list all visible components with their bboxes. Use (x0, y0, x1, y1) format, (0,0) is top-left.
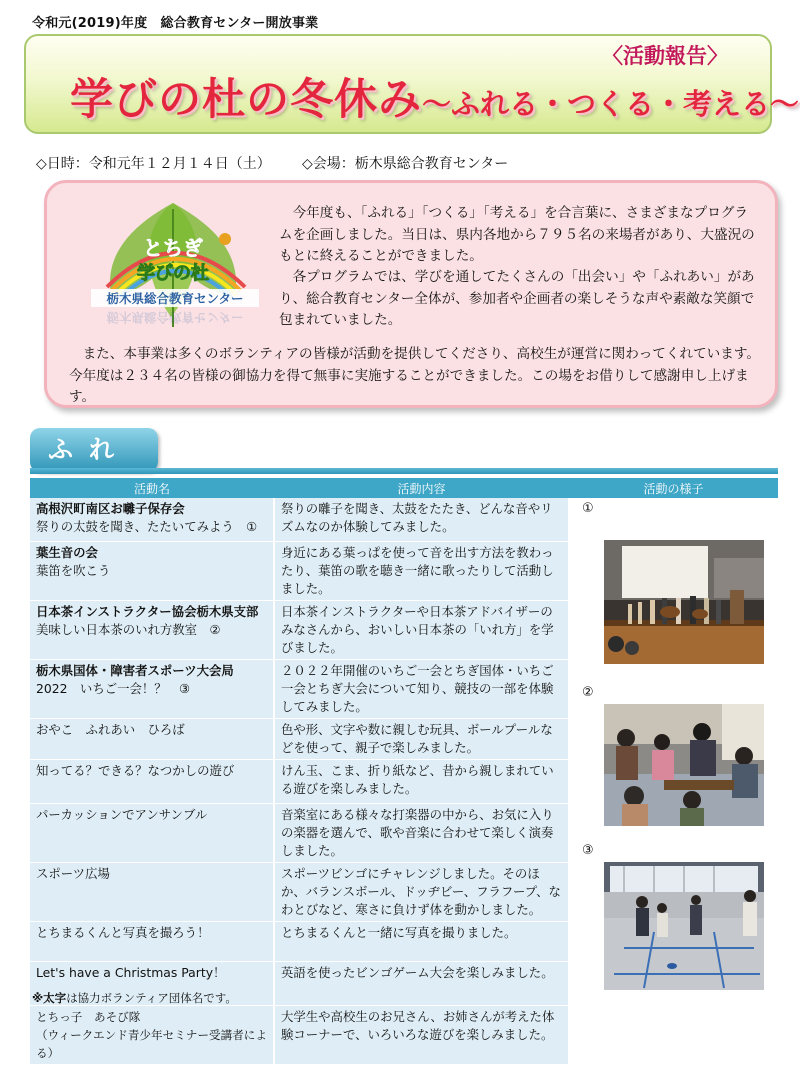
footnote-text: は協力ボランティア団体名です。 (66, 991, 237, 1005)
activity-name: おやこ ふれあい ひろば (30, 718, 274, 759)
activity-name: 葉笛を吹こう (36, 562, 111, 578)
activity-name: とちっ子 あそび隊 （ウィークエンド青少年セミナー受講者による） (30, 1005, 274, 1064)
activity-content: けん玉、こま、折り紙など、昔から親しまれている遊びを楽しみました。 (274, 759, 569, 803)
header-activity-name: 活動名 (30, 478, 274, 498)
activity-content: 音楽室にある様々な打楽器の中から、お気に入りの楽器を選んで、歌や音楽に合わせて楽しく演奏しました。 (274, 803, 569, 862)
photo-japanese-tea (604, 704, 764, 826)
section-tab-fureru: ふれ (30, 428, 158, 472)
activity-name: 美味しい日本茶のいれ方教室 ② (36, 621, 221, 637)
intro-paragraph-2: 各プログラムでは、学びを通してたくさんの「出会い」や「ふれあい」があり、総合教育センター全体が、参加者や企画者の楽しそうな声や素敵な笑顔で包まれていました。 (279, 269, 755, 328)
activity-content: 祭りの囃子を聞き、太鼓をたたき、どんな音やリズムなのか体験してみました。 (274, 498, 569, 541)
intro-box (44, 180, 778, 408)
report-subtitle: 〈活動報告〉 (602, 44, 728, 68)
group-name: 栃木県国体・障害者スポーツ大会局 (36, 662, 234, 678)
table-header-row (30, 478, 778, 498)
activity-content: ２０２２年開催のいちご一会とちぎ国体・いちご一会とちぎ大会について知り、競技の一部を体験してみました。 (274, 659, 569, 718)
group-name: 高根沢町南区お囃子保存会 (36, 501, 185, 516)
activity-content: 大学生や高校生のお兄さん、お姉さんが考えた体験コーナーで、いろいろな遊びを楽しみました。 (274, 1005, 569, 1064)
activity-name: Let's have a Christmas Party！ (30, 961, 274, 1005)
event-title-tail: ～ふれる・つくる・考える～ (422, 87, 800, 121)
activity-table (30, 478, 778, 1065)
event-venue: ◇会場：栃木県総合教育センター (302, 156, 509, 172)
logo-text-tochigi: とちぎ (143, 236, 203, 260)
footnote-bold: ※太字 (32, 991, 67, 1005)
activity-content: 色や形、文字や数に親しむ玩具、ボールプールなどを使って、親子で楽しみました。 (274, 718, 569, 759)
activity-name: 2022 いちご一会！？ ③ (36, 680, 191, 696)
table-row (30, 498, 778, 541)
photo-mark-3: ③ (582, 843, 594, 858)
activity-name: とちまるくんと写真を撮ろう！ (30, 921, 274, 961)
activity-content: 身近にある葉っぱを使って音を出す方法を教わったり、葉笛の歌を聴き一緒に歌ったりして活動しました。 (274, 541, 569, 600)
activity-content: スポーツビンゴにチャレンジしました。そのほか、バランスボール、ドッヂビー、フラフープ、なわとびなど、寒さに負けず体を動かしました。 (274, 862, 569, 921)
activity-name: 知ってる？できる？なつかしの遊び (30, 759, 274, 803)
title-banner (24, 34, 800, 134)
intro-paragraph-3: また、本事業は多くのボランティアの皆様が活動を提供してくださり、高校生が運営に関わってくれています。今年度は２３４名の皆様の御協力を得て無事に実施することができました。この場をお借りして感謝申し上げます。 (69, 346, 760, 405)
header-activity-scene: 活動の様子 (569, 478, 778, 498)
logo-reflection: 栃木県総合教育センター (106, 310, 244, 325)
photo-sports-experience (604, 862, 764, 990)
activity-name: 祭りの太鼓を聞き、たたいてみよう ① (36, 519, 258, 534)
event-date: ◇日時：令和元年１２月１４日（土） (36, 156, 271, 172)
photo-taiko-drums (604, 540, 764, 664)
center-logo (85, 199, 265, 333)
intro-paragraph-1: 今年度も、「ふれる」「つくる」「考える」を合言葉に、さまざまなプログラムを企画しました。当日は、県内各地から７９５名の来場者があり、大盛況のもとに終えることができました。 (279, 205, 755, 264)
logo-text-center: 栃木県総合教育センター (106, 291, 244, 306)
section-divider (30, 468, 778, 474)
activity-name: スポーツ広場 (30, 862, 274, 921)
group-name: 日本茶インストラクター協会栃木県支部 (36, 603, 259, 619)
activity-name: パーカッションでアンサンブル (30, 803, 274, 862)
activity-content: 日本茶インストラクターや日本茶アドバイザーのみなさんから、おいしい日本茶の「いれ方」を学びました。 (274, 600, 569, 659)
footnote (32, 990, 237, 1006)
event-title-main: 学びの杜の冬休み (70, 75, 422, 125)
logo-text-manabi: 学びの杜 (137, 263, 209, 284)
program-heading: 令和元(2019)年度 総合教育センター開放事業 (32, 16, 319, 31)
header-activity-content: 活動内容 (274, 478, 569, 498)
photo-column (569, 498, 778, 1064)
photo-mark-1: ① (582, 501, 594, 516)
activity-content: とちまるくんと一緒に写真を撮りました。 (274, 921, 569, 961)
activity-content: 英語を使ったビンゴゲーム大会を楽しみました。 (274, 961, 569, 1005)
group-name: 葉生音の会 (36, 544, 98, 560)
photo-mark-2: ② (582, 685, 594, 700)
event-title (70, 66, 799, 127)
